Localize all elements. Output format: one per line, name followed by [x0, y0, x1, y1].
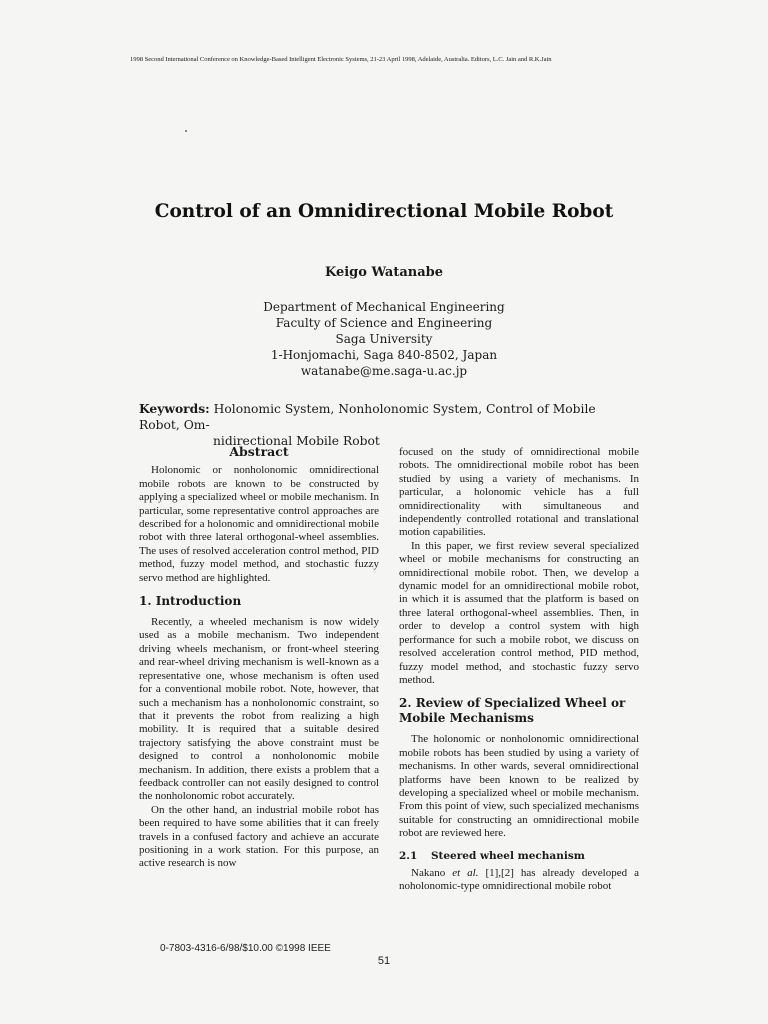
left-column — [139, 445, 379, 871]
subsection-title: Steered wheel mechanism — [430, 849, 585, 862]
introduction-paragraph: Recently, a wheeled mechanism is now widely used as a mobile mechanism. Two independent driving wheels mechanism, or front-wheel steering and rear-wheel driving mechanism is well-known as a representative one, whose mechanism is often used for a conventional mobile robot. Note, however, that such a mechanism has a nonholonomic constraint, so that it prevents the robot from realizing a high mobility. It is required that a suitable desired trajectory satisfying the above constraint must be designed to control a nonholonomic mobile mechanism. In addition, there exists a problem that a feedback controller can not easily designed to control the nonholonomic robot accurately. — [139, 616, 379, 803]
keywords-block — [139, 401, 639, 449]
conference-header: 1998 Second International Conference on Knowledge-Based Intelligent Electronic Systems, 21-23 April 1998, Adelaide, Australia. Editors, L.C. Jain and R.K.Jain — [130, 56, 552, 63]
section-heading-review: 2. Review of Specialized Wheel or Mobile Mechanisms — [399, 696, 626, 726]
keywords-label: Keywords: — [139, 401, 210, 416]
subsection-heading-steered-wheel — [399, 850, 639, 863]
review-paragraph: The holonomic or nonholonomic omnidirectional mobile robots has been studied by using a variety of mechanisms. In other wards, several omnidirectional platforms have been known to be realized by developing a specialized wheel or mobile mechanism. From this point of view, such specialized mechanisms suitable for constructing an omnidirectional mobile robot are reviewed here. — [399, 733, 639, 840]
affiliation-line: 1-Honjomachi, Saga 840-8502, Japan — [270, 348, 498, 362]
introduction-paragraph: In this paper, we first review several specialized wheel or mobile mechanisms for constructing an omnidirectional mobile robot. Then, we develop a dynamic model for an omnidirectional mobile robot, in which it is assumed that the platform is based on three lateral orthogonal-wheel assemblies. Then, in order to develop a control system with high performance for such a mobile robot, we discuss on resolved acceleration control method, PID method, fuzzy model method, and stochastic fuzzy servo method. — [399, 539, 639, 686]
introduction-paragraph: On the other hand, an industrial mobile robot has been required to have some abilities that it can freely travels in a confused factory and achieve an accurate positioning in a work station. For this purpose, an active research is now — [139, 803, 379, 870]
scan-speck — [185, 130, 187, 132]
affiliation-line: Department of Mechanical Engineering — [263, 300, 505, 314]
author-affiliation — [0, 299, 768, 379]
keywords-text: Holonomic System, Nonholonomic System, Control of Mobile Robot, Om- — [139, 402, 596, 432]
affiliation-line: Faculty of Science and Engineering — [275, 316, 493, 330]
paper-title: Control of an Omnidirectional Mobile Robot — [154, 201, 614, 222]
abstract-text: Holonomic or nonholonomic omnidirectional mobile robots are known to be constructed by applying a specialized wheel or mobile mechanism. In particular, some representative control approaches are described for a holonomic and omnidirectional mobile robot with three lateral orthogonal-wheel assemblies. The uses of resolved acceleration control method, PID method, fuzzy model method, and stochastic fuzzy servo method are highlighted. — [139, 464, 379, 584]
et-al: et al. — [452, 866, 479, 879]
steered-wheel-paragraph — [399, 867, 639, 894]
copyright-footer: 0-7803-4316-6/98/$10.00 ©1998 IEEE — [160, 943, 331, 954]
cited-author: Nakano — [411, 866, 446, 879]
right-column — [399, 446, 639, 894]
subsection-number: 2.1 — [399, 849, 418, 862]
page-number: 51 — [377, 955, 391, 967]
steered-wheel-text: [1],[2] has already developed a noholonomic-type omnidirectional mobile robot — [399, 866, 639, 893]
introduction-continued-paragraph: focused on the study of omnidirectional mobile robots. The omnidirectional mobile robot has been studied by using a variety of mechanisms. In particular, a holonomic vehicle has a full omnidirectionality with simultaneous and independently controlled rotational and translational motion capabilities. — [399, 446, 639, 539]
section-heading-introduction: 1. Introduction — [139, 594, 242, 609]
keywords-text-continued: nidirectional Mobile Robot — [213, 434, 380, 448]
paper-author: Keigo Watanabe — [324, 265, 444, 280]
author-email: watanabe@me.saga-u.ac.jp — [300, 364, 468, 378]
affiliation-line: Saga University — [335, 332, 433, 346]
abstract-heading: Abstract — [229, 444, 289, 459]
